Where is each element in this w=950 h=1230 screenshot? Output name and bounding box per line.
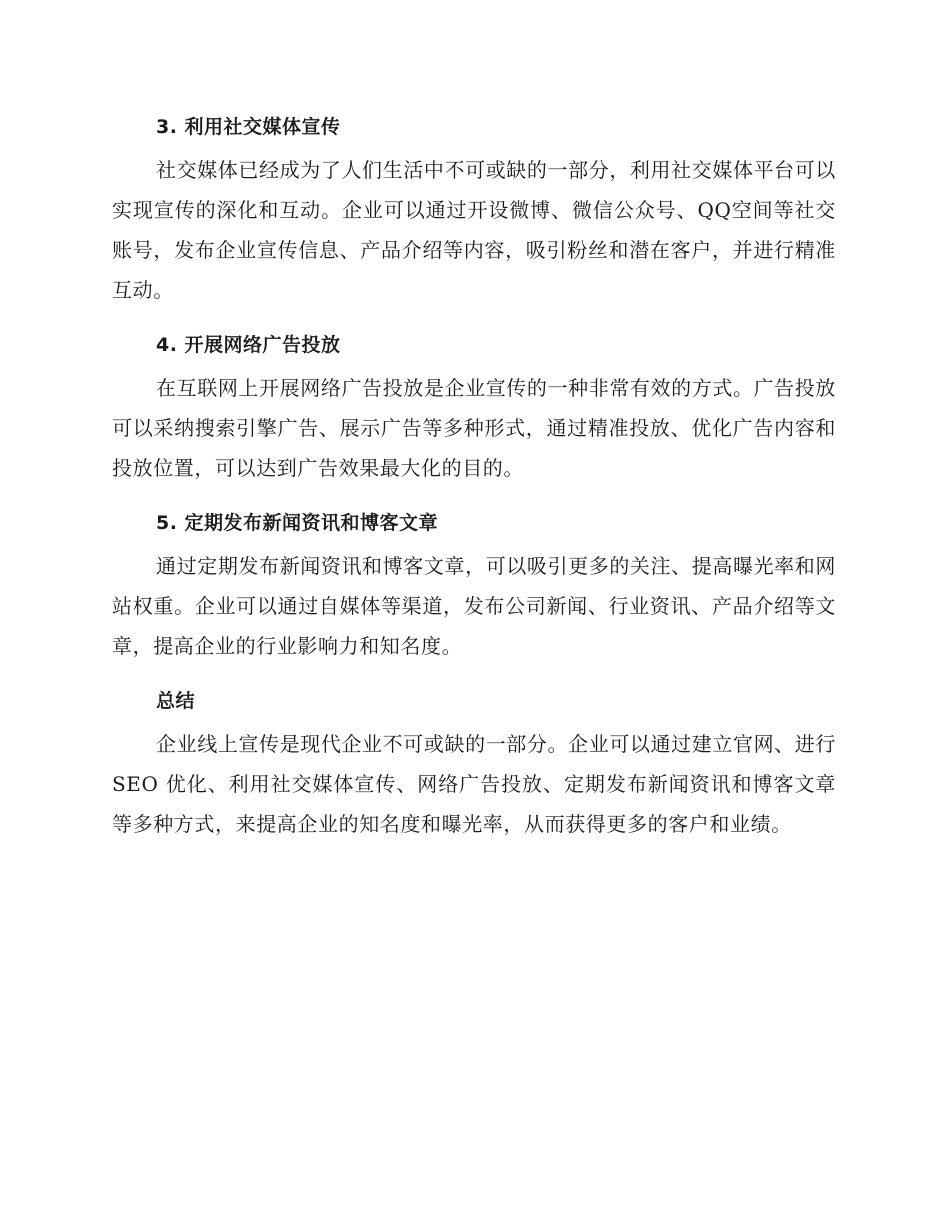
section-paragraph: 在互联网上开展网络广告投放是企业宣传的一种非常有效的方式。广告投放可以采纳搜索引擎广告、展示广告等多种形式，通过精准投放、优化广告内容和投放位置，可以达到广告效果最大化的目的。	[112, 376, 836, 480]
section-online-ads	[112, 328, 836, 488]
section-social-media	[112, 110, 836, 310]
section-paragraph: 社交媒体已经成为了人们生活中不可或缺的一部分，利用社交媒体平台可以实现宣传的深化和互动。企业可以通过开设微博、微信公众号、QQ空间等社交账号，发布企业宣传信息、产品介绍等内容，吸引粉丝和潜在客户，并进行精准互动。	[112, 158, 836, 302]
section-heading: 总结	[156, 690, 196, 712]
section-summary	[112, 684, 836, 844]
section-heading: 5. 定期发布新闻资讯和博客文章	[156, 512, 439, 534]
section-paragraph: 企业线上宣传是现代企业不可或缺的一部分。企业可以通过建立官网、进行 SEO 优化、利用社交媒体宣传、网络广告投放、定期发布新闻资讯和博客文章等多种方式，来提高企业的知名度和曝光率，从而获得更多的客户和业绩。	[112, 732, 836, 836]
document-page	[112, 110, 836, 862]
section-heading: 3. 利用社交媒体宣传	[156, 116, 341, 138]
section-heading: 4. 开展网络广告投放	[156, 334, 341, 356]
section-paragraph: 通过定期发布新闻资讯和博客文章，可以吸引更多的关注、提高曝光率和网站权重。企业可以通过自媒体等渠道，发布公司新闻、行业资讯、产品介绍等文章，提高企业的行业影响力和知名度。	[112, 554, 836, 658]
section-news-blog	[112, 506, 836, 666]
